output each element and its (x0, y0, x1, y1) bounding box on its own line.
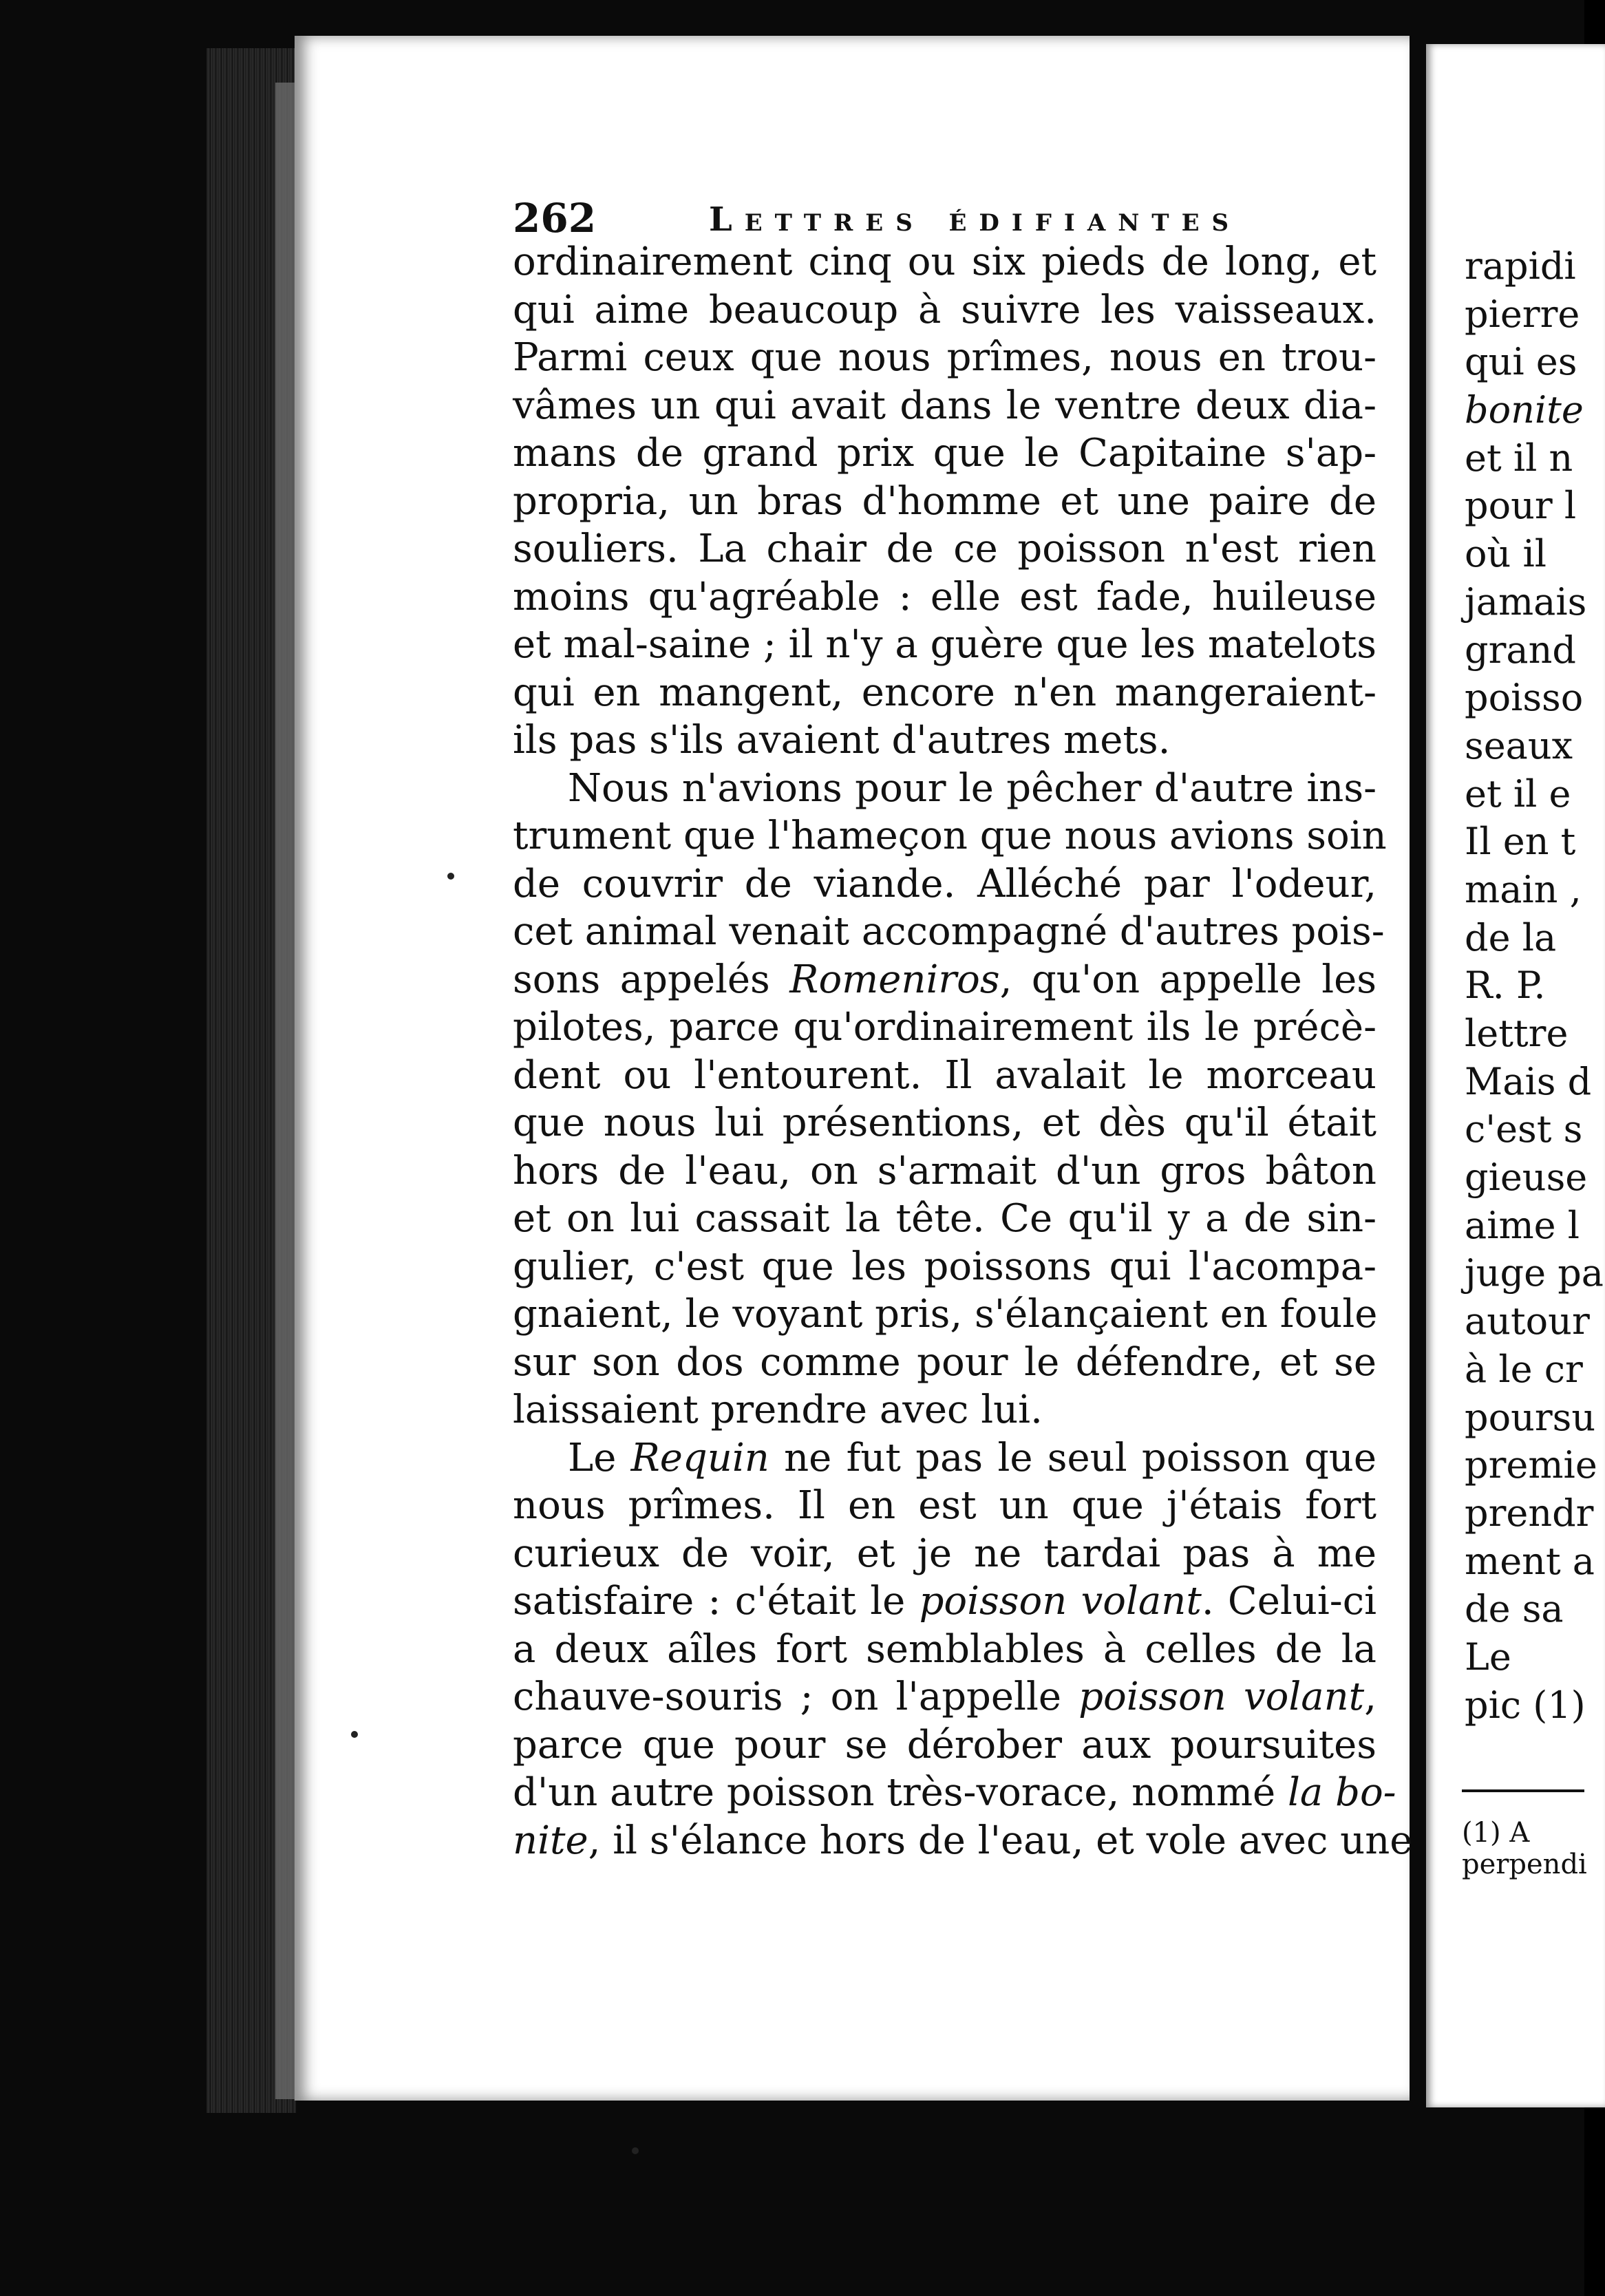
line-text: gulier, c'est que les poissons qui l'acompa- (513, 1244, 1377, 1289)
left-page-text (513, 195, 1413, 1864)
line-text: . Celui-ci (1201, 1579, 1377, 1624)
ink-speck (447, 873, 454, 880)
line-text: d'un autre poisson très-vorace, nommé (513, 1770, 1288, 1815)
line-text: , (1364, 1675, 1377, 1719)
body-text (513, 238, 1413, 1864)
line-text: trument que l'hameçon que nous avions soin (513, 814, 1387, 858)
line-text: dent ou l'entourent. Il avalait le morceau (513, 1052, 1377, 1098)
line-text: parce que pour se dérober aux poursuites (513, 1722, 1377, 1767)
line-text: de couvrir de viande. Alléché par l'odeur, (513, 861, 1377, 906)
line-text: qui aime beaucoup à suivre les vaisseaux. (513, 287, 1377, 332)
text-line: juge pa (1465, 1251, 1604, 1295)
line-text: moins qu'agréable : elle est fade, huileuse (513, 574, 1377, 619)
text-line (513, 1195, 1377, 1243)
text-line (513, 1339, 1377, 1387)
text-line: pierre (1465, 292, 1580, 336)
italic-term: Requin (630, 1435, 769, 1480)
right-footnote (1462, 1817, 1587, 1880)
text-line: grand (1465, 628, 1576, 672)
text-line (513, 1099, 1377, 1147)
italic-term: nite (513, 1818, 588, 1863)
text-line (513, 1434, 1377, 1482)
ink-speck (632, 2147, 639, 2154)
italic-term: poisson volant (919, 1579, 1202, 1624)
line-text: chauve-souris ; on l'appelle (513, 1675, 1079, 1719)
text-line (513, 1673, 1377, 1721)
italic-term: poisson volant (1078, 1675, 1365, 1719)
line-text: cet animal venait accompagné d'autres pois- (513, 909, 1385, 954)
text-line (513, 1769, 1396, 1817)
text-line (513, 1386, 1377, 1434)
text-line (513, 1052, 1377, 1100)
text-line: autour (1465, 1299, 1590, 1343)
text-line (513, 860, 1377, 908)
text-line (513, 956, 1377, 1004)
line-text: vâmes un qui avait dans le ventre deux dia- (513, 383, 1377, 428)
text-line: et il e (1465, 772, 1571, 816)
book-edge-highlight (275, 83, 295, 2099)
text-line (513, 716, 1377, 765)
italic-term: Romeniros (789, 957, 1000, 1002)
line-text: ne fut pas le seul poisson que (769, 1435, 1377, 1480)
text-line: gieuse (1465, 1156, 1588, 1200)
text-line: pour l (1465, 484, 1577, 528)
text-line: qui es (1465, 340, 1577, 384)
text-line: Il en t (1465, 820, 1576, 864)
text-line (513, 1817, 1413, 1865)
right-page-text (1465, 242, 1604, 1729)
text-line (513, 908, 1385, 956)
text-line: de sa (1465, 1587, 1564, 1631)
text-line: Mais d (1465, 1059, 1592, 1103)
ink-speck (351, 1731, 358, 1738)
text-line (513, 1721, 1377, 1769)
text-line: premie (1465, 1443, 1597, 1487)
line-text: propria, un bras d'homme et une paire de (513, 478, 1377, 524)
line-text: curieux de voir, et je ne tardai pas à me (513, 1531, 1377, 1576)
page-header (513, 195, 1377, 242)
text-line: bonite (1465, 388, 1584, 432)
text-line (513, 1003, 1377, 1052)
line-text: a deux aîles fort semblables à celles de la (513, 1626, 1377, 1672)
line-text: sur son dos comme pour le défendre, et se (513, 1339, 1377, 1385)
text-line: R. P. (1465, 964, 1546, 1008)
text-line (513, 1243, 1377, 1291)
text-line (513, 1147, 1377, 1195)
text-line (513, 1626, 1377, 1674)
text-line (513, 1530, 1377, 1578)
text-line: à le cr (1465, 1347, 1583, 1391)
line-text: mans de grand prix que le Capitaine s'ap- (513, 431, 1377, 476)
line-text: et mal-saine ; il n'y a guère que les matelots (513, 622, 1377, 667)
text-line: ment a (1465, 1539, 1595, 1583)
line-text: hors de l'eau, on s'armait d'un gros bâton (513, 1148, 1377, 1193)
text-line (513, 382, 1377, 430)
line-text: ils pas s'ils avaient d'autres mets. (513, 718, 1171, 763)
text-line: c'est s (1465, 1107, 1583, 1151)
line-text: satisfaire : c'était le (513, 1579, 920, 1624)
text-line (513, 478, 1377, 526)
footnote-line: perpendi (1462, 1849, 1587, 1880)
line-text: et on lui cassait la tête. Ce qu'il y a de sin- (513, 1196, 1377, 1241)
text-line (513, 1577, 1377, 1626)
text-line (513, 429, 1377, 478)
italic-term: la bo- (1288, 1770, 1396, 1815)
text-line: poursu (1465, 1395, 1596, 1439)
line-text: Le (568, 1435, 631, 1480)
text-line: où il (1465, 532, 1546, 576)
text-line (513, 525, 1377, 573)
line-text: souliers. La chair de ce poisson n'est rien (513, 527, 1377, 571)
running-head: Lettres édifiantes (709, 200, 1242, 239)
line-text: laissaient prendre avec lui. (513, 1388, 1043, 1432)
text-line (513, 238, 1377, 286)
text-line: prendr (1465, 1491, 1594, 1535)
line-text: pilotes, parce qu'ordinairement ils le précè- (513, 1005, 1377, 1050)
text-line: pic (1) (1465, 1683, 1586, 1727)
text-line: jamais (1465, 580, 1587, 624)
text-line (513, 1290, 1377, 1339)
text-line: aime l (1465, 1203, 1580, 1247)
line-text: , qu'on appelle les (999, 957, 1377, 1002)
text-line (513, 621, 1377, 669)
text-line: main , (1465, 867, 1582, 911)
text-line (513, 286, 1377, 334)
text-line: poisso (1465, 676, 1584, 720)
text-line: et il n (1465, 436, 1573, 480)
line-text: ordinairement cinq ou six pieds de long, et (513, 240, 1377, 284)
line-text: Parmi ceux que nous prîmes, nous en trou- (513, 335, 1377, 380)
text-line: lettre (1465, 1012, 1569, 1055)
text-line (513, 812, 1387, 860)
text-line: de la (1465, 915, 1557, 959)
line-text: , il s'élance hors de l'eau, et vole avec une (588, 1818, 1413, 1863)
text-line (513, 1482, 1377, 1530)
text-line (513, 573, 1377, 621)
line-text: que nous lui présentions, et dès qu'il était (513, 1101, 1377, 1145)
text-line (513, 669, 1377, 717)
text-line: rapidi (1465, 244, 1576, 288)
footnote-rule (1462, 1789, 1584, 1792)
line-text: gnaient, le voyant pris, s'élançaient en foule (513, 1292, 1378, 1337)
text-line: seaux (1465, 723, 1573, 767)
footnote-line: (1) A (1462, 1817, 1530, 1849)
text-line: Le (1465, 1635, 1511, 1679)
page-number: 262 (513, 195, 597, 242)
line-text: nous prîmes. Il en est un que j'étais fort (513, 1483, 1377, 1528)
line-text: Nous n'avions pour le pêcher d'autre ins- (568, 765, 1377, 811)
text-line (513, 765, 1377, 813)
text-line (513, 334, 1377, 382)
line-text: qui en mangent, encore n'en mangeraient- (513, 670, 1377, 715)
line-text: sons appelés (513, 957, 790, 1002)
